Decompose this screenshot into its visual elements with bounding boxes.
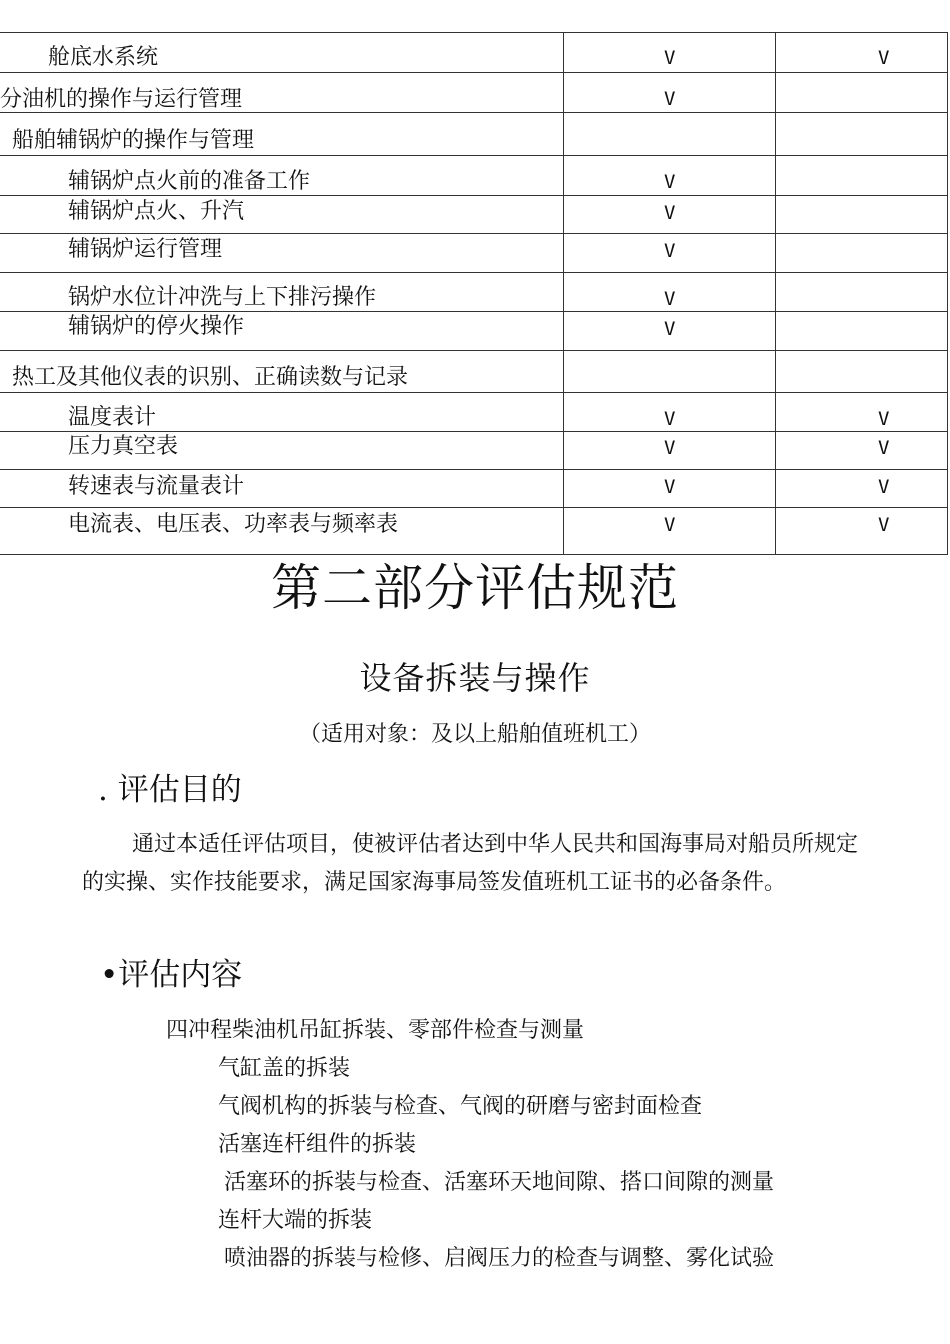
check-cell-2: [776, 351, 948, 392]
check-cell-1: [564, 113, 776, 155]
check-mark: V: [878, 514, 890, 536]
check-cell-1: [564, 508, 776, 554]
item-label: 分油机的操作与运行管理: [0, 87, 243, 112]
item-cell: [0, 156, 564, 195]
check-cell-2: [776, 273, 948, 311]
item-cell: [0, 393, 564, 431]
item-cell: [0, 470, 564, 507]
item-label: 辅锅炉点火、升汽: [68, 199, 245, 224]
item-label: 辅锅炉运行管理: [68, 237, 223, 262]
check-cell-1: [564, 33, 776, 72]
item-label: 压力真空表: [68, 434, 179, 459]
purpose-text: 通过本适任评估项目，使被评估者达到中华人民共和国海事局对船员所规定的实操、实作技能要求，满足国家海事局签发值班机工证书的必备条件。: [82, 832, 859, 895]
check-cell-2: [776, 470, 948, 507]
check-cell-1: [564, 470, 776, 507]
table-row: [0, 273, 948, 312]
item-label: 转速表与流量表计: [68, 474, 245, 499]
table-row: [0, 470, 948, 508]
check-cell-1: [564, 393, 776, 431]
table-row: [0, 156, 948, 196]
check-cell-2: [776, 432, 948, 469]
assessment-table: [0, 32, 948, 555]
content-subitem: 活塞连杆组件的拆装: [218, 1132, 417, 1157]
item-cell: [0, 73, 564, 112]
table-row: [0, 312, 948, 351]
content-subitem: 气阀机构的拆装与检查、气阀的研磨与密封面检查: [218, 1094, 703, 1119]
subtitle: 设备拆装与操作: [359, 659, 591, 697]
table-row: [0, 351, 948, 393]
item-label: 热工及其他仪表的识别、正确读数与记录: [12, 365, 409, 390]
item-label: 船舶辅锅炉的操作与管理: [12, 128, 255, 153]
item-label: 锅炉水位计冲洗与上下排污操作: [68, 285, 377, 310]
check-mark: V: [664, 408, 676, 430]
check-mark: V: [878, 408, 890, 430]
table-row: [0, 113, 948, 156]
check-mark: V: [664, 476, 676, 498]
check-mark: V: [664, 202, 676, 224]
item-cell: [0, 196, 564, 233]
check-mark: V: [878, 47, 890, 69]
check-cell-2: [776, 234, 948, 272]
check-cell-2: [776, 196, 948, 233]
content-heading: •评估内容: [100, 957, 243, 993]
check-mark: V: [664, 88, 676, 110]
check-cell-2: [776, 508, 948, 554]
item-label: 辅锅炉点火前的准备工作: [68, 169, 311, 194]
table-row: [0, 508, 948, 554]
check-cell-1: [564, 196, 776, 233]
table-row: [0, 33, 948, 73]
check-cell-1: [564, 73, 776, 112]
item-cell: [0, 508, 564, 554]
check-mark: V: [664, 318, 676, 340]
table-row: [0, 73, 948, 113]
check-cell-1: [564, 234, 776, 272]
item-cell: [0, 273, 564, 311]
item-cell: [0, 312, 564, 350]
check-cell-2: [776, 156, 948, 195]
item-cell: [0, 234, 564, 272]
check-mark: V: [878, 437, 890, 459]
content-main-item: 四冲程柴油机吊缸拆装、零部件检查与测量: [166, 1018, 585, 1043]
check-mark: V: [664, 288, 676, 310]
content-subitem: 连杆大端的拆装: [218, 1208, 373, 1233]
check-cell-1: [564, 312, 776, 350]
check-mark: V: [664, 437, 676, 459]
item-label: 电流表、电压表、功率表与频率表: [68, 512, 399, 537]
item-cell: [0, 113, 564, 155]
item-cell: [0, 351, 564, 392]
content-subitem: 活塞环的拆装与检查、活塞环天地间隙、搭口间隙的测量: [224, 1170, 775, 1195]
table-row: [0, 196, 948, 234]
table-row: [0, 234, 948, 273]
table-row: [0, 432, 948, 470]
check-mark: V: [664, 240, 676, 262]
purpose-heading: . 评估目的: [98, 772, 242, 808]
check-cell-1: [564, 351, 776, 392]
item-cell: [0, 33, 564, 72]
check-cell-2: [776, 33, 948, 72]
check-mark: V: [664, 514, 676, 536]
check-cell-2: [776, 393, 948, 431]
check-cell-1: [564, 273, 776, 311]
check-mark: V: [664, 171, 676, 193]
content-subitem: 喷油器的拆装与检修、启阀压力的检查与调整、雾化试验: [224, 1246, 775, 1271]
item-label: 舱底水系统: [48, 45, 159, 70]
audience-note: （适用对象：及以上船舶值班机工）: [298, 722, 651, 747]
item-label: 温度表计: [68, 405, 157, 430]
check-cell-2: [776, 312, 948, 350]
purpose-paragraph: [82, 826, 872, 902]
table-row: [0, 393, 948, 432]
check-mark: V: [878, 476, 890, 498]
check-cell-2: [776, 73, 948, 112]
check-cell-1: [564, 432, 776, 469]
part-title: 第二部分评估规范: [271, 559, 679, 617]
content-subitem: 气缸盖的拆装: [218, 1056, 351, 1081]
check-cell-2: [776, 113, 948, 155]
check-cell-1: [564, 156, 776, 195]
check-mark: V: [664, 47, 676, 69]
item-label: 辅锅炉的停火操作: [68, 314, 245, 339]
item-cell: [0, 432, 564, 469]
